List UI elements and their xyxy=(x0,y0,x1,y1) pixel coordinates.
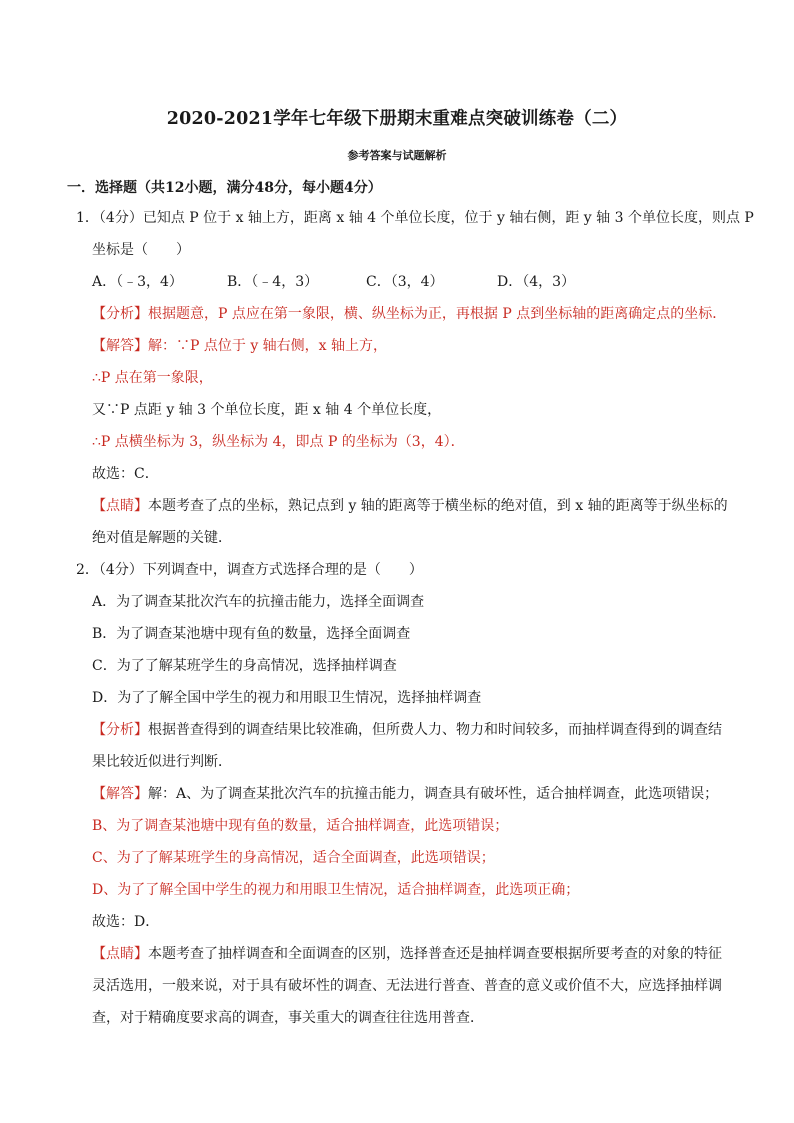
q1-analysis xyxy=(92,305,726,323)
q2-analysis-text: 根据普查得到的调查结果比较准确，但所费人力、物力和时间较多，而抽样调查得到的调查结 xyxy=(148,722,722,738)
answer-tag: 【解答】 xyxy=(92,786,148,802)
q1-stem-line1: 1．（4分）已知点 P 位于 x 轴上方，距离 x 轴 4 个单位长度，位于 y 轴右侧，距 y 轴 3 个单位长度，则点 P xyxy=(76,210,754,226)
q2-option-d: D．为了了解全国中学生的视力和用眼卫生情况，选择抽样调查 xyxy=(92,690,482,706)
q2-answer-line4: D、为了了解全国中学生的视力和用眼卫生情况，适合抽样调查，此选项正确； xyxy=(92,882,580,898)
analysis-tag: 【分析】 xyxy=(92,306,148,322)
q1-comment-line1 xyxy=(92,497,728,515)
q2-option-b: B．为了调查某池塘中现有鱼的数量，选择全面调查 xyxy=(92,626,411,642)
section-heading: 一．选择题（共12小题，满分48分，每小题4分） xyxy=(67,180,382,196)
q1-answer-text: 解：∵P 点位于 y 轴右侧，x 轴上方， xyxy=(148,338,388,354)
q1-answer-line4: ∴P 点横坐标为 3，纵坐标为 4，即点 P 的坐标为（3，4）． xyxy=(92,434,465,450)
q2-answer-line2: B、为了调查某池塘中现有鱼的数量，适合抽样调查，此选项错误； xyxy=(92,818,509,834)
q1-answer-line3: 又∵P 点距 y 轴 3 个单位长度，距 x 轴 4 个单位长度， xyxy=(92,402,442,418)
q1-option-b: B．（﹣4，3） xyxy=(227,274,319,290)
q2-analysis-line2: 果比较近似进行判断． xyxy=(92,754,232,770)
q1-comment-line2: 绝对值是解题的关键． xyxy=(92,530,232,546)
q1-option-a: A．（﹣3，4） xyxy=(92,274,183,290)
q1-stem-line2: 坐标是（ ） xyxy=(92,242,190,258)
page-subtitle: 参考答案与试题解析 xyxy=(347,149,447,162)
q1-answer-line2: ∴P 点在第一象限， xyxy=(92,370,213,386)
q2-option-c: C．为了了解某班学生的身高情况，选择抽样调查 xyxy=(92,658,397,674)
q2-comment-text: 本题考查了抽样调查和全面调查的区别，选择普查还是抽样调查要根据所要考查的对象的特征 xyxy=(148,946,722,962)
q2-comment-line1 xyxy=(92,945,722,963)
q2-answer-text: 解：A、为了调查某批次汽车的抗撞击能力，调查具有破坏性，适合抽样调查，此选项错误； xyxy=(148,786,719,802)
q1-analysis-text: 根据题意，P 点应在第一象限，横、纵坐标为正，再根据 P 点到坐标轴的距离确定点的坐标． xyxy=(148,306,727,322)
page-title: 2020-2021学年七年级下册期末重难点突破训练卷（二） xyxy=(166,109,628,129)
q2-analysis-line1 xyxy=(92,721,722,739)
answer-tag: 【解答】 xyxy=(92,338,148,354)
q1-option-c: C．（3，4） xyxy=(366,274,444,290)
comment-tag: 【点睛】 xyxy=(92,498,148,514)
q2-choice: 故选：D． xyxy=(92,914,160,930)
q1-choice: 故选：C． xyxy=(92,466,159,482)
q1-option-d: D．（4，3） xyxy=(497,274,576,290)
q2-answer-line1 xyxy=(92,785,718,803)
q2-answer-line3: C、为了了解某班学生的身高情况，适合全面调查，此选项错误； xyxy=(92,850,495,866)
analysis-tag: 【分析】 xyxy=(92,722,148,738)
q2-comment-line2: 灵活选用，一般来说，对于具有破坏性的调查、无法进行普查、普查的意义或价值不大，应选择抽样调 xyxy=(92,978,722,994)
q2-comment-line3: 查，对于精确度要求高的调查，事关重大的调查往往选用普查． xyxy=(92,1010,484,1026)
q2-option-a: A．为了调查某批次汽车的抗撞击能力，选择全面调查 xyxy=(92,594,425,610)
q1-comment-text: 本题考查了点的坐标，熟记点到 y 轴的距离等于横坐标的绝对值，到 x 轴的距离等于纵坐标的 xyxy=(148,498,728,514)
q2-stem: 2．（4分）下列调查中，调查方式选择合理的是（ ） xyxy=(76,562,423,578)
q1-answer-line1 xyxy=(92,337,387,355)
comment-tag: 【点睛】 xyxy=(92,946,148,962)
